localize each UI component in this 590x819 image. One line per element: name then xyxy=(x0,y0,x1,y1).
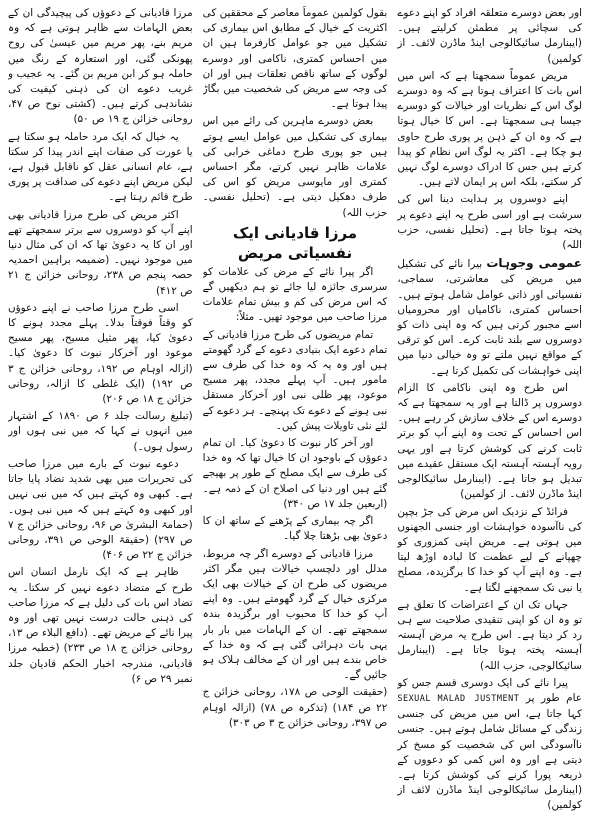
paragraph: فرائڈ کے نزدیک اس مرض کی جڑ بچپن کی ناآسودہ خواہشات اور جنسی الجھنوں میں ہوتی ہے۔ مریض اپنی کمزوری کو چھپانے کے لیے عظمت کا لبادہ اوڑھ لیتا ہے۔ وہ اپنے آپ کو خدا کا برگزیدہ، مصلح یا نبی تک سمجھنے لگتا ہے۔ xyxy=(397,505,582,594)
paragraph: کہا جاتا ہے، اس میں مریض کی جنسی زندگی کے مسائل شامل ہوتے ہیں۔ جنسی ناآسودگی اس کی شخصیت کو مسخ کر دیتی ہے اور وہ اس کمی کو دعووں کے ذریعہ پورا کرنے کی کوشش کرتا ہے۔ (ایبنارمل سائیکالوجی اینڈ ماڈرن لائف از کولمین) xyxy=(397,708,582,812)
paragraph: دعوے نبوت کے بارے میں مرزا صاحب کی تحریرات میں بھی شدید تضاد پایا جاتا ہے۔ کبھی وہ کہتے ہیں کہ میں نبی نہیں اور کبھی وہ کہتے ہیں کہ میں نبی ہوں۔ (حمامۃ البشریٰ ص ۹۶، روحانی خزائن ج ۷ ص ۲۹۷) (حقیقۃ الوحی ص ۳۹۱، روحانی خزائن ج ۲۲ ص ۴۰۶) xyxy=(7,457,193,562)
column-middle xyxy=(203,6,388,813)
paragraph: ظاہر ہے کہ ایک نارمل انسان اس طرح کے متضاد دعوے نہیں کر سکتا۔ یہ تضاد اس بات کی دلیل ہے کہ مرزا صاحب کی ذہنی حالت درست نہیں تھی اور وہ پیرا نائے کے مریض تھے۔ (دافع البلاء ص ۱۳، روحانی خزائن ج ۱۸ ص ۲۳۳) (خطبہ مرزا قادیانی، مندرجہ اخبار الحکم قادیان جلد نمبر ۲۹ ص ۶) xyxy=(7,566,193,685)
paragraph: بقول کولمین عموماً معاصر کے محققین کی اکثریت کے خیال کے مطابق اس بیماری کی تشکیل میں جو عوامل کارفرما ہیں ان میں احساس کمتری، ناکامی اور دوسرے لوگوں کے ساتھ ناقص تعلقات ہیں اور ان کی وجہ سے مریض کی شخصیت میں بگاڑ پیدا ہوتا ہے۔ xyxy=(202,7,388,111)
section-heading: مرزا قادیانی ایک نفسیاتی مریض xyxy=(232,223,358,262)
citation: (حقیقت الوحی ص ۱۷۸، روحانی خزائن ج ۲۲ ص ۱۸۴) (تذکرہ ص ۷۸) (ازالہ اوہام ص ۳۹۷، روحانی خزائن ج ۳ ص ۳۰۳) xyxy=(202,686,388,729)
paragraph: اپنے دوسروں پر ہدایت دینا اس کی سرشت ہے اور اسی طرح یہ اپنے دعوے پر پختہ ہوتا جاتا ہے۔ (تحلیل نفسی، حزب اللہ) xyxy=(397,193,582,252)
paragraph: پیرا نائے کی ایک دوسری قسم جس کو عام طور پر xyxy=(397,676,582,704)
column-right xyxy=(397,6,582,813)
paragraph: تمام مریضوں کی طرح مرزا قادیانی کے تمام دعوے ایک بنیادی دعوے کے گرد گھومتے ہیں اور وہ یہ کہ وہ خدا کی طرف سے مامور ہیں۔ آپ پہلے مجدد، پھر مسیح موعود، پھر ظلی نبی اور آخرکار مستقل نبی ہونے کے دعوے تک پہنچے۔ ہر دعوے کے لئے نئی تاویلات پیش کیں۔ xyxy=(202,328,388,432)
section-subheading: عمومی وجوہات xyxy=(486,256,582,271)
paragraph: بعض دوسرے ماہرین کی رائے میں اس بیماری کی تشکیل میں عوامل ایسے ہوتے ہیں جو پوری طرح دماغی خرابی کی علامات ظاہر نہیں کرتے، مگر احساس کمتری اور مایوسی مریض کو اس کی طرف دھکیل دیتی ہے۔ (تحلیل نفسی۔ حزب اللہ) xyxy=(202,115,388,219)
paragraph: اگر پیرا نائے کے مرض کی علامات کو سرسری جائزہ لیا جائے تو ہم دیکھیں گے کہ اس مرض کی کم و بیش تمام علامات مرزا صاحب میں موجود تھیں۔ مثلاً: xyxy=(202,265,388,324)
latin-term: MALAD JUSTMENT xyxy=(437,693,520,704)
citation: (تبلیغ رسالت جلد ۶ ص ۱۸۹۰ کے اشتہار میں انہوں نے کہا کہ میں نبی ہوں اور رسول ہوں۔) xyxy=(7,410,193,453)
paragraph: مرزا قادیانی کے دوسرے اگر چہ مربوط، مدلل اور دلچسپ خیالات ہیں مگر اکثر مریضوں کی طرح ان کے خیالات بھی ایک مرکزی خیال کے گرد گھومتے ہیں۔ وہ اپنے آپ کو خدا کا محبوب اور برگزیدہ بندہ سمجھتے تھے۔ ان کے الہامات میں بار بار یہی بات دہرائی گئی ہے کہ وہ خدا کے خاص بندے ہیں اور ان کے مخالف ہلاک ہو جائیں گے۔ xyxy=(202,547,388,682)
paragraph: اسی طرح مرزا صاحب نے اپنے دعوؤں کو وقتاً فوقتاً بدلا۔ پہلے مجدد ہونے کا دعویٰ کیا، پھر مثیل مسیح، پھر مسیح موعود اور آخرکار نبوت کا دعویٰ کیا۔ (ازالہ اوہام ص ۱۹۲، روحانی خزائن ج ۳ ص ۱۹۲) (ایک غلطی کا ازالہ، روحانی خزائن ج ۱۸ ص ۲۰۶) xyxy=(7,301,193,406)
paragraph: مریض عموماً سمجھتا ہے کہ اس میں اس بات کا اعتراف ہوتا ہے کہ وہ دوسرے لوگ اس کے نظریات اور خیالات کو دوسرے جیسا ہی سمجھتا ہے۔ اس کا خیال ہوتا ہے کہ وہ ان کے ذہن پر پوری طرح حاوی ہو چکا ہے۔ اکثر یہ لوگ اس نظام کو پیدا کرتے ہیں جس کا ادراک دوسرے لوگ نہیں کر سکتے، بلکہ اس پر ایمان لاتے ہیں۔ xyxy=(397,69,582,189)
paragraph: مرزا قادیانی کے دعوؤں کی پیچیدگی ان کے بعض الہامات سے ظاہر ہوتی ہے کہ وہ مریم بنے، پھر مریم میں عیسیٰ کی روح پھونکی گئی، اور استعارہ کے رنگ میں حاملہ ہو کر ابن مریم بن گئے۔ یہ عجیب و غریب دعوے ان کی ذہنی کیفیت کی نشاندہی کرتے ہیں۔ (کشتی نوح ص ۴۷، روحانی خزائن ج ۱۹ ص ۵۰) xyxy=(7,7,193,126)
column-left xyxy=(8,6,193,813)
paragraph: اس طرح وہ اپنی ناکامی کا الزام دوسروں پر ڈالتا ہے اور یہ سمجھتا ہے کہ دوسرے اس کے خلاف سازش کر رہے ہیں۔ اس احساس کے تحت وہ اپنے آپ کو برتر ثابت کرنے کی کوشش کرتا ہے اور یہی رویہ آہستہ آہستہ ایک مستقل عقیدے میں تبدیل ہو جاتا ہے۔ (ایبنارمل سائیکالوجی اینڈ ماڈرن لائف۔ از کولمین) xyxy=(397,381,582,501)
latin-term: SEXUAL xyxy=(397,693,432,704)
paragraph: بیرا نائے کی تشکیل میں مریض کی معاشرتی، سماجی، نفسیاتی اور ذاتی عوامل شامل ہوتے ہیں۔ احساس کمتری، ناکامیاں اور محرومیاں اسے مجبور کرتی ہیں کہ وہ اپنی ذات کو دوسروں سے بلند ثابت کرے۔ اس کو ترقی کے مواقع نہیں ملتے تو وہ خیالی دنیا میں اپنی خواہشات کی تکمیل کرتا ہے۔ xyxy=(397,258,582,377)
paragraph: اور بعض دوسرے متعلقہ افراد کو اپنے دعوے کی سچائی پر مطمئن کرلیتے ہیں۔ (ایبنارمل سائیکالوجی اینڈ ماڈرن لائف۔ از کولمین) xyxy=(397,7,582,65)
paragraph: اگر چہ بیماری کے پڑھنے کے ساتھ ان کا دعویٰ بھی بڑھتا چلا گیا۔ xyxy=(202,515,388,543)
paragraph: جہاں تک ان کے اعتراضات کا تعلق ہے تو وہ ان کو اپنی تنقیدی صلاحیت سے ہی رد کر دیتا ہے۔ اس طرح یہ مرض آہستہ آہستہ پختہ ہوتا جاتا ہے۔ (ایبنارمل سائیکالوجی، حزب اللہ) xyxy=(397,598,582,672)
paragraph: اور آخر کار نبوت کا دعویٰ کیا۔ ان تمام دعوؤں کے باوجود ان کا خیال تھا کہ وہ خدا کی طرف سے ایک مصلح کے طور پر بھیجے گئے ہیں اور دنیا کی اصلاح ان کے ذمہ ہے۔ (اربعین جلد ۱۷ ص ۳۴۰) xyxy=(202,437,388,510)
paragraph: یہ خیال کہ ایک مرد حاملہ ہو سکتا ہے یا عورت کی صفات اپنے اندر پیدا کر سکتا ہے، عام انسانی عقل کو ناقابل قبول ہے، لیکن مریض اپنے دعوے کی صداقت پر پوری طرح قائم رہتا ہے۔ xyxy=(7,130,193,204)
paragraph: اکثر مریض کی طرح مرزا قادیانی بھی اپنے آپ کو دوسروں سے برتر سمجھتے تھے اور ان کا یہ دعویٰ تھا کہ ان کی مثال دنیا میں موجود نہیں۔ (ضمیمہ براہین احمدیہ حصہ پنجم ص ۲۳۸، روحانی خزائن ج ۲۱ ص ۴۱۲) xyxy=(7,208,193,297)
